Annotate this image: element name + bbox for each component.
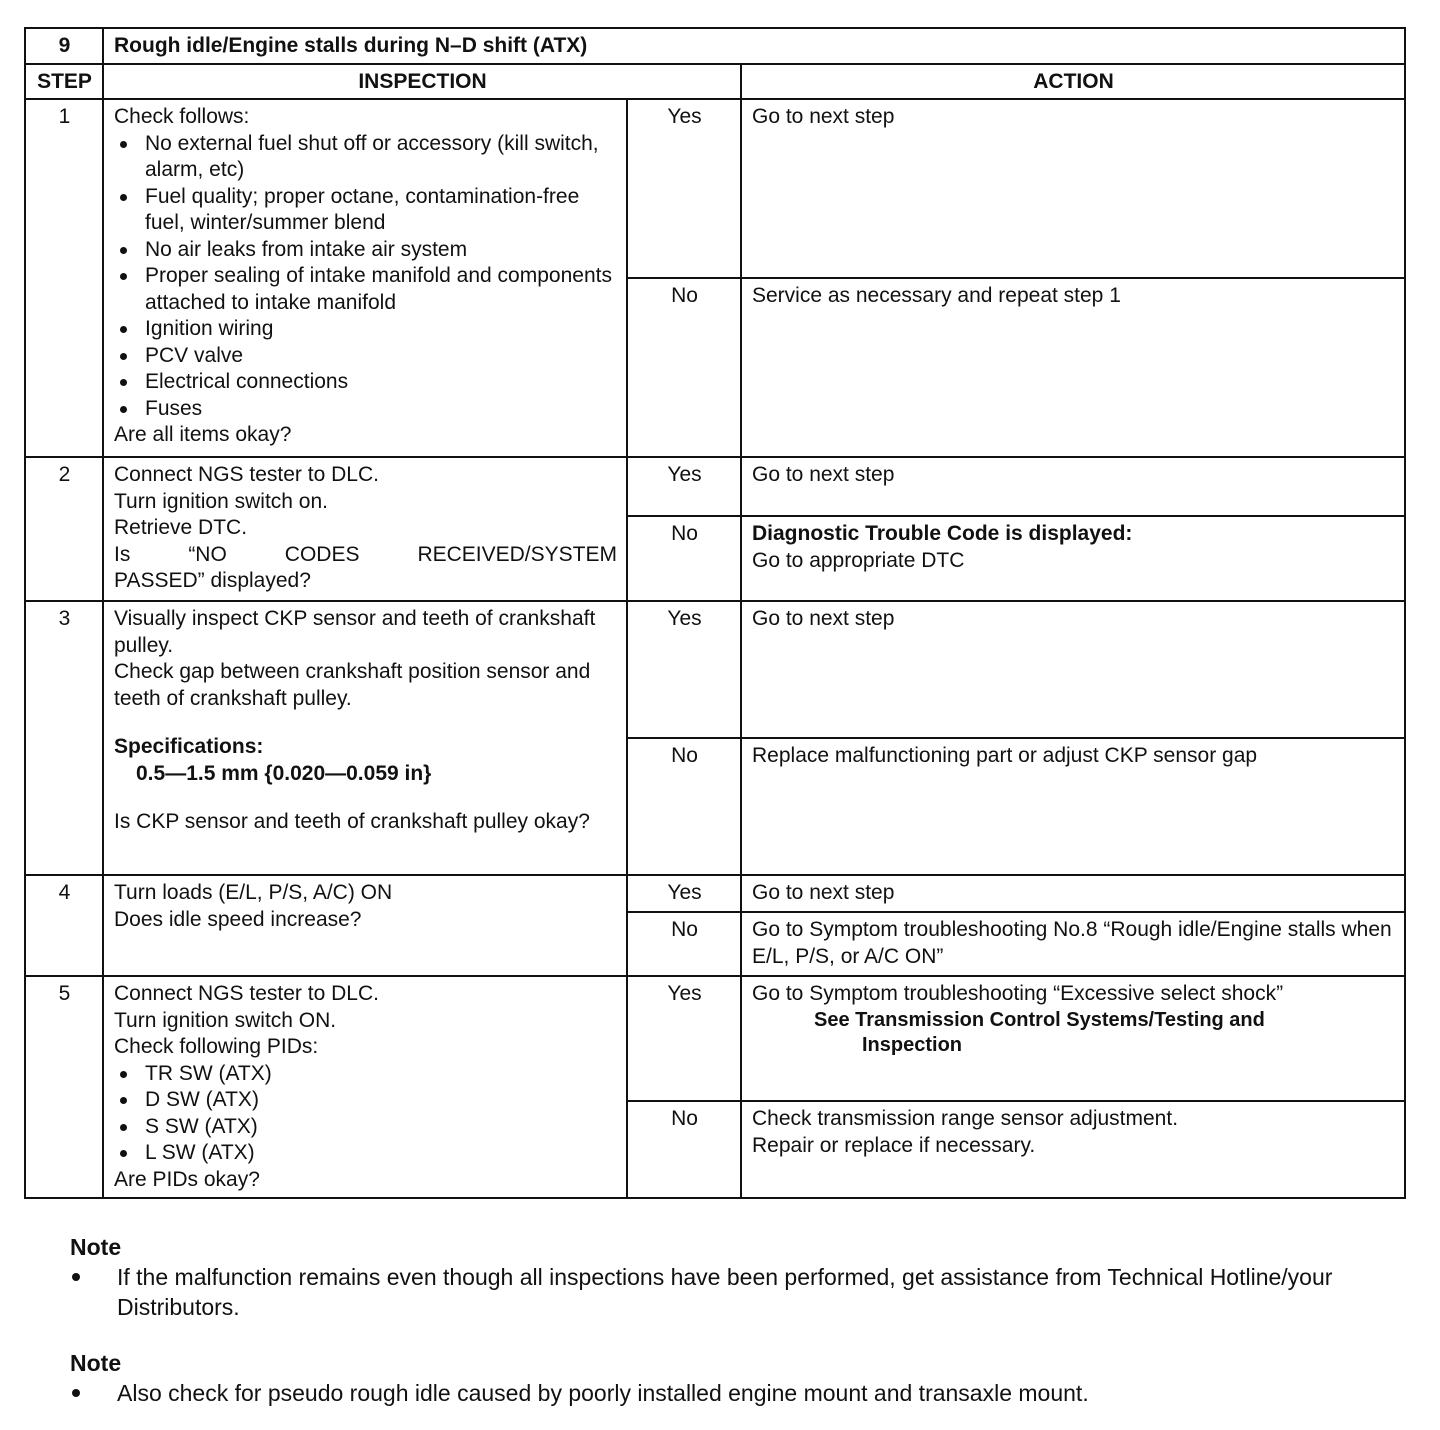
step-header: STEP (25, 64, 103, 100)
note-title: Note (70, 1234, 122, 1260)
step-4-inspection (103, 875, 627, 976)
step-question-cont: PASSED” displayed? (114, 569, 311, 592)
step-question: Are PIDs okay? (114, 1167, 260, 1191)
no-action-text: Check transmission range sensor adjustment. (752, 1107, 1179, 1130)
list-item: Ignition wiring (114, 316, 617, 343)
list-item: No external fuel shut off or accessory (kill switch, alarm, etc) (114, 131, 617, 184)
step-3-inspection (103, 601, 627, 875)
title-row (25, 28, 1405, 64)
step-text: Connect NGS tester to DLC. (114, 982, 379, 1005)
step-number: 2 (25, 457, 103, 601)
list-item: D SW (ATX) (114, 1087, 617, 1114)
note-text: Also check for pseudo rough idle caused by poorly installed engine mount and transaxle mount. (70, 1378, 1390, 1408)
yes-action: Go to next step (741, 875, 1405, 912)
step-question: Is “NO CODES RECEIVED/SYSTEM (114, 542, 617, 566)
see-reference-cont: Inspection (862, 1033, 963, 1056)
no-label: No (627, 912, 741, 976)
list-item: L SW (ATX) (114, 1140, 617, 1167)
no-label: No (627, 278, 741, 457)
troubleshooting-table (24, 27, 1406, 1199)
step-text: Check following PIDs: (114, 1035, 319, 1058)
no-action-text: Repair or replace if necessary. (752, 1133, 1036, 1157)
note-text: If the malfunction remains even though all inspections have been performed, get assistance from Technical Hotline/your Distributors. (70, 1262, 1390, 1322)
step-text: Turn ignition switch on. (114, 489, 328, 513)
no-action: Service as necessary and repeat step 1 (741, 278, 1405, 457)
no-action: Go to Symptom troubleshooting No.8 “Rough idle/Engine stalls when E/L, P/S, or A/C ON” (741, 912, 1405, 976)
yes-label: Yes (627, 875, 741, 912)
step-number: 4 (25, 875, 103, 976)
no-action: Replace malfunctioning part or adjust CKP sensor gap (741, 738, 1405, 875)
step-3-yes-row (25, 601, 1405, 738)
check-list (114, 131, 617, 423)
step-text: Connect NGS tester to DLC. (114, 463, 379, 486)
list-item: Fuel quality; proper octane, contamination-free fuel, winter/summer blend (114, 184, 617, 237)
no-label: No (627, 516, 741, 601)
spec-label: Specifications: (114, 735, 264, 758)
note-block (70, 1348, 1390, 1408)
note-title: Note (70, 1350, 122, 1376)
list-item: No air leaks from intake air system (114, 237, 617, 264)
step-number: 5 (25, 976, 103, 1198)
step-2-inspection (103, 457, 627, 601)
note-block (70, 1232, 1390, 1322)
step-question: Does idle speed increase? (114, 907, 362, 931)
yes-label: Yes (627, 601, 741, 738)
header-row (25, 64, 1405, 100)
step-1-yes-row (25, 99, 1405, 278)
step-4-yes-row (25, 875, 1405, 912)
step-question: Is CKP sensor and teeth of crankshaft pulley okay? (114, 810, 590, 833)
step-text: Retrieve DTC. (114, 516, 248, 539)
list-item: TR SW (ATX) (114, 1061, 617, 1088)
spec-value: 0.5—1.5 mm {0.020—0.059 in} (136, 761, 432, 785)
no-action (741, 516, 1405, 601)
step-number: 3 (25, 601, 103, 875)
procedure-number: 9 (25, 28, 103, 64)
step-5-yes-row (25, 976, 1405, 1101)
procedure-title: Rough idle/Engine stalls during N–D shift (ATX) (103, 28, 1405, 64)
yes-action: Go to next step (741, 99, 1405, 278)
list-item: Proper sealing of intake manifold and components attached to intake manifold (114, 263, 617, 316)
yes-label: Yes (627, 99, 741, 278)
no-action-text: Go to appropriate DTC (752, 548, 965, 572)
yes-action (741, 976, 1405, 1101)
no-action (741, 1101, 1405, 1198)
step-2-yes-row (25, 457, 1405, 516)
list-item: Fuses (114, 396, 617, 423)
step-text: Turn loads (E/L, P/S, A/C) ON (114, 881, 393, 904)
dtc-displayed-label: Diagnostic Trouble Code is displayed: (752, 522, 1133, 545)
step-number: 1 (25, 99, 103, 457)
step-intro: Check follows: (114, 105, 250, 128)
step-question: Are all items okay? (114, 423, 292, 446)
yes-action: Go to next step (741, 457, 1405, 516)
no-label: No (627, 738, 741, 875)
list-item: PCV valve (114, 343, 617, 370)
no-label: No (627, 1101, 741, 1198)
action-header: ACTION (741, 64, 1405, 100)
pid-list (114, 1061, 617, 1167)
yes-action-text: Go to Symptom troubleshooting “Excessive select shock” (752, 982, 1284, 1005)
step-1-inspection (103, 99, 627, 457)
inspection-header: INSPECTION (103, 64, 741, 100)
step-text: Visually inspect CKP sensor and teeth of crankshaft pulley. (114, 607, 596, 657)
list-item: Electrical connections (114, 369, 617, 396)
yes-label: Yes (627, 457, 741, 516)
yes-action: Go to next step (741, 601, 1405, 738)
yes-label: Yes (627, 976, 741, 1101)
step-5-inspection (103, 976, 627, 1198)
step-text: Check gap between crankshaft position sensor and teeth of crankshaft pulley. (114, 660, 591, 710)
see-reference: See Transmission Control Systems/Testing and (814, 1008, 1265, 1031)
list-item: S SW (ATX) (114, 1114, 617, 1141)
step-text: Turn ignition switch ON. (114, 1008, 337, 1032)
